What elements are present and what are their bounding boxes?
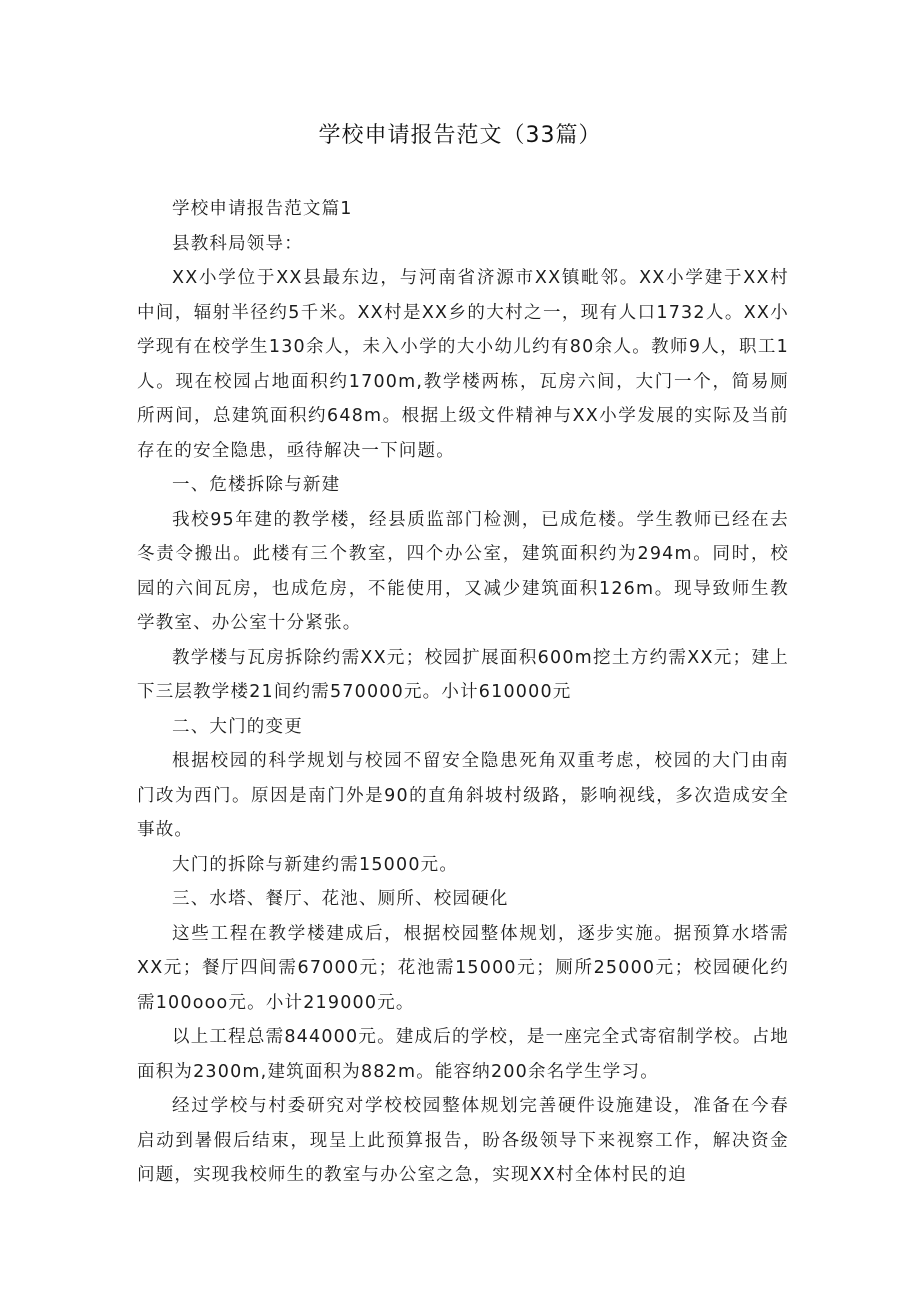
- paragraph-facilities: 这些工程在教学楼建成后，根据校园整体规划，逐步实施。据预算水塔需XX元；餐厅四间需67000元；花池需15000元；厕所25000元；校园硬化约需100ooo元。小计219000元。: [137, 923, 789, 1013]
- paragraph-section-heading: 学校申请报告范文篇1: [172, 199, 353, 219]
- paragraph-heading-2: 二、大门的变更: [172, 716, 303, 737]
- document-body: [137, 192, 789, 1193]
- paragraph-gate-cost: 大门的拆除与新建约需15000元。: [172, 854, 459, 875]
- paragraph-total: 以上工程总需844000元。建成后的学校，是一座完全式寄宿制学校。占地面积为2300m,建筑面积为882m。能容纳200余名学生学习。: [137, 1027, 789, 1082]
- paragraph-closing: 经过学校与村委研究对学校校园整体规划完善硬件设施建设，准备在今春启动到暑假后结束，现呈上此预算报告，盼各级领导下来视察工作，解决资金问题，实现我校师生的教室与办公室之急，实现XX村全体村民的迫: [137, 1096, 789, 1185]
- paragraph-intro: XX小学位于XX县最东边，与河南省济源市XX镇毗邻。XX小学建于XX村中间，辐射半径约5千米。XX村是XX乡的大村之一，现有人口1732人。XX小学现有在校学生130余人，未入小学的大小幼儿约有80余人。教师9人，职工1人。现在校园占地面积约1700m,教学楼两栋，瓦房六间，大门一个，简易厕所两间，总建筑面积约648m。根据上级文件精神与XX小学发展的实际及当前存在的安全隐患，亟待解决一下问题。: [137, 268, 789, 461]
- paragraph-heading-1: 一、危楼拆除与新建: [172, 475, 341, 495]
- paragraph-heading-3: 三、水塔、餐厅、花池、厕所、校园硬化: [172, 889, 509, 909]
- paragraph-danger-building: 我校95年建的教学楼，经县质监部门检测，已成危楼。学生教师已经在去冬责令搬出。此楼有三个教室，四个办公室，建筑面积约为294m。同时，校园的六间瓦房，也成危房，不能使用，又减少建筑面积126m。现导致师生教学教室、办公室十分紧张。: [137, 509, 789, 633]
- paragraph-salutation: 县教科局领导：: [172, 233, 303, 254]
- paragraph-gate-change: 根据校园的科学规划与校园不留安全隐患死角双重考虑，校园的大门由南门改为西门。原因是南门外是90的直角斜坡村级路，影响视线，多次造成安全事故。: [137, 751, 789, 840]
- document-title: 学校申请报告范文（33篇）: [318, 123, 602, 148]
- paragraph-building-cost: 教学楼与瓦房拆除约需XX元；校园扩展面积600m挖土方约需XX元；建上下三层教学楼21间约需570000元。小计610000元: [137, 647, 789, 702]
